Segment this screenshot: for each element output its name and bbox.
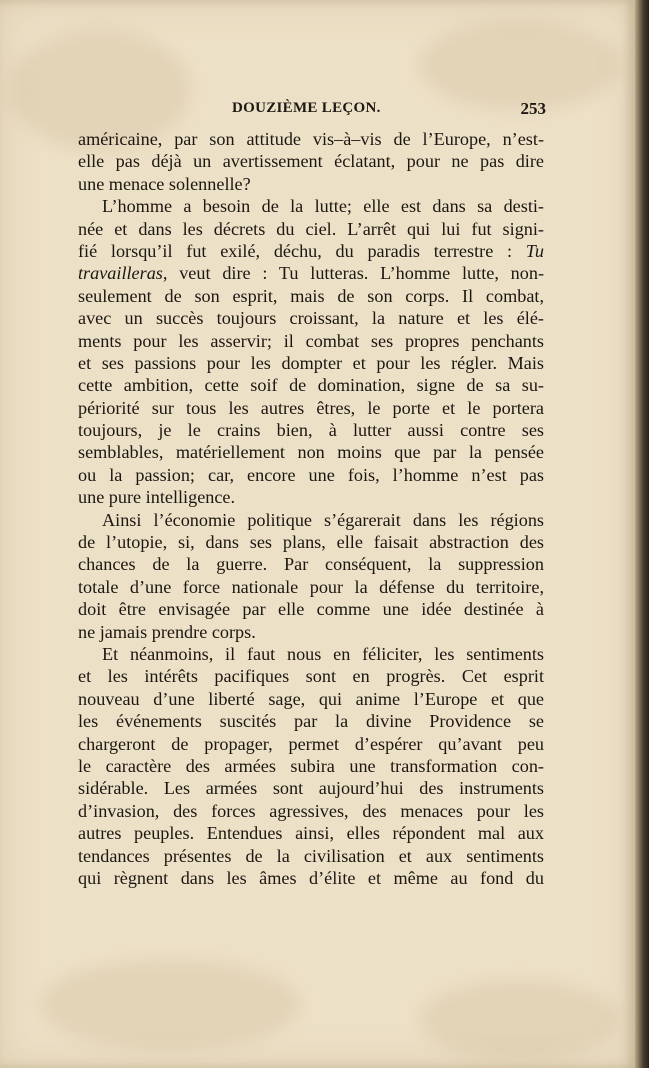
text-line: de l’utopie, si, dans ses plans, elle faisait abstraction des — [78, 532, 544, 553]
text-line: une menace solennelle? — [78, 173, 251, 194]
text-line: autres peuples. Entendues ainsi, elles répondent mal aux — [78, 823, 544, 844]
text-line: doit être envisagée par elle comme une idée destinée à — [78, 599, 544, 620]
text-line: américaine, par son attitude vis–à–vis de l’Europe, n’est- — [78, 129, 544, 149]
text-line — [78, 262, 544, 284]
text-line: semblables, matériellement non moins que par la pensée — [78, 442, 544, 463]
text-line: cette ambition, cette soif de domination, signe de sa su- — [78, 375, 544, 396]
body-text — [78, 128, 544, 889]
paper-stain — [420, 980, 620, 1060]
text-line: et ses passions pour les dompter et pour les régler. Mais — [78, 352, 544, 373]
text-line: toujours, je le crains bien, à lutter aussi contre ses — [78, 420, 544, 441]
text-fragment: fié lorsqu’il fut exilé, déchu, du paradis terrestre : — [78, 240, 526, 261]
text-line: nouveau d’une liberté sage, qui anime l’Europe et que — [78, 688, 544, 709]
italic-text: Tu — [525, 240, 544, 261]
text-line: le caractère des armées subira une transformation con- — [78, 755, 544, 776]
text-line: tendances présentes de la civilisation et aux sentiments — [78, 845, 544, 866]
text-line: avec un succès toujours croissant, la nature et les élé- — [78, 308, 544, 329]
text-line: sidérable. Les armées sont aujourd’hui des instruments — [78, 778, 544, 799]
text-line: Ainsi l’économie politique s’égarerait dans les régions — [102, 509, 544, 530]
text-line: d’invasion, des forces agressives, des menaces pour les — [78, 800, 544, 821]
text-line: qui règnent dans les âmes d’élite et même au fond du — [78, 867, 544, 888]
text-line — [78, 240, 544, 262]
running-title: DOUZIÈME LEÇON. — [232, 100, 381, 116]
text-line: une pure intelligence. — [78, 487, 236, 508]
text-line: ou la passion; car, encore une fois, l’homme n’est pas — [78, 464, 544, 485]
text-line: totale d’une force nationale pour la défense du territoire, — [78, 576, 544, 597]
text-line: elle pas déjà un avertissement éclatant, pour ne pas dire — [78, 151, 544, 172]
text-line: née et dans les décrets du ciel. L’arrêt qui lui fut signi- — [78, 218, 544, 239]
text-line: chances de la guerre. Par conséquent, la suppression — [78, 554, 544, 575]
text-line: L’homme a besoin de la lutte; elle est dans sa desti- — [102, 196, 544, 217]
italic-text: travailleras — [78, 263, 163, 284]
text-line: périorité sur tous les autres êtres, le porte et le portera — [78, 397, 544, 418]
text-line: chargeront de propager, permet d’espérer qu’avant peu — [78, 733, 544, 754]
paper-stain — [420, 20, 620, 110]
paper-stain — [40, 960, 300, 1050]
page-number: 253 — [520, 99, 546, 118]
text-line: les événements suscités par la divine Providence se — [78, 711, 544, 732]
text-line: et les intérêts pacifiques sont en progrès. Cet esprit — [78, 666, 544, 687]
page-edge — [635, 0, 649, 1068]
text-fragment: , veut dire : Tu lutteras. L’homme lutte, non- — [162, 263, 544, 284]
page-header — [78, 100, 546, 124]
text-line: ne jamais prendre corps. — [78, 621, 256, 642]
text-line: ments pour les asservir; il combat ses propres penchants — [78, 330, 544, 351]
text-line: Et néanmoins, il faut nous en féliciter, les sentiments — [102, 643, 544, 664]
text-line: seulement de son esprit, mais de son corps. Il combat, — [78, 285, 544, 306]
